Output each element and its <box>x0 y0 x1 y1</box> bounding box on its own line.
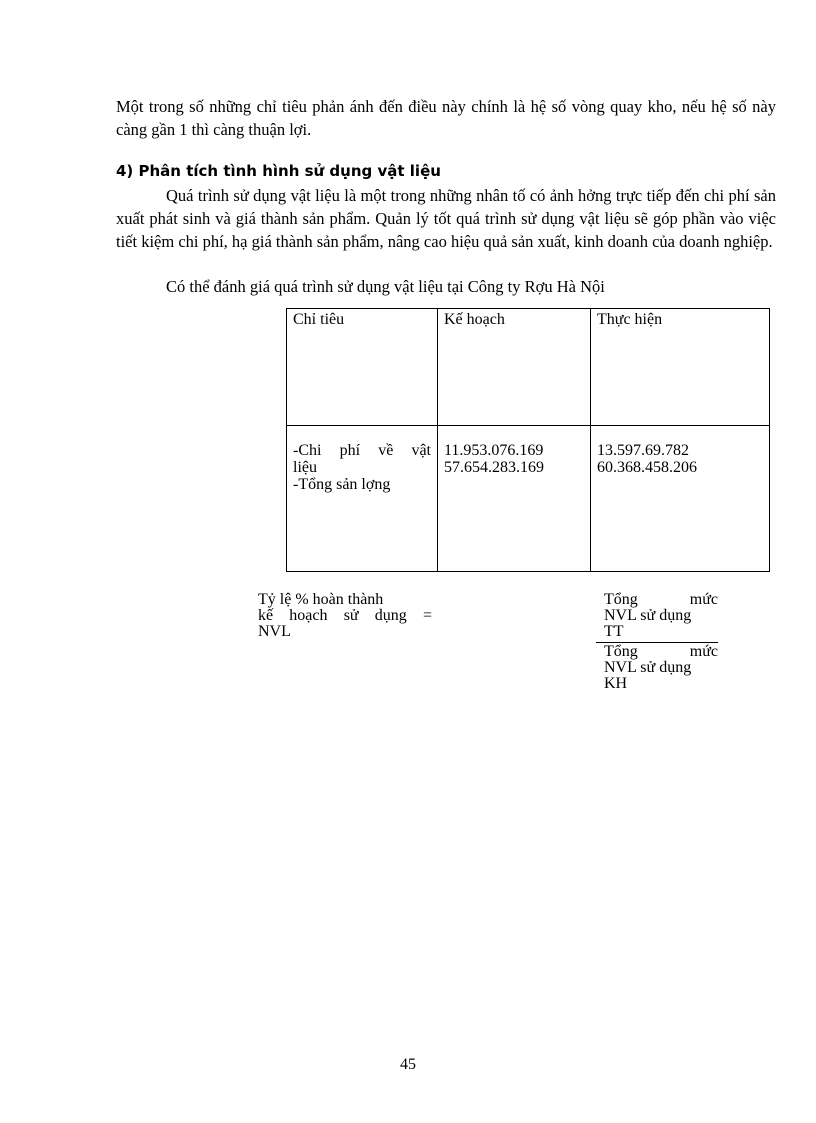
lead-paragraph: Có thể đánh giá quá trình sử dụng vật liệu tại Công ty Rợu Hà Nội <box>166 277 605 296</box>
header-actual: Thực hiện <box>591 309 770 426</box>
denominator-line1: Tổng mức <box>604 643 718 660</box>
page-number: 45 <box>400 1056 416 1073</box>
plan-cost-value: 11.953.076.169 <box>444 442 544 459</box>
fraction-denominator <box>596 643 718 692</box>
fraction-numerator <box>596 592 718 640</box>
formula-label <box>258 592 432 640</box>
header-indicator: Chỉ tiêu <box>287 309 438 426</box>
denominator-line3: KH <box>604 675 628 692</box>
actual-cost-value: 13.597.69.782 <box>597 442 689 459</box>
row-label-output: -Tổng sản lợng <box>293 476 391 493</box>
material-usage-table <box>286 308 770 572</box>
numerator-line1: Tổng mức <box>604 591 718 608</box>
row-label-cost-cont: liệu <box>293 459 317 476</box>
main-paragraph: Quá trình sử dụng vật liệu là một trong những nhân tố có ảnh hởng trực tiếp đến chi phí sản xuất phát sinh và giá thành sản phẩm. Quản lý tốt quá trình sử dụng vật liệu sẽ góp phần vào việc tiết kiệm chi phí, hạ giá thành sản phẩm, nâng cao hiệu quả sản xuất, kinh doanh của doanh nghiệp. <box>116 186 776 251</box>
plan-output-value: 57.654.283.169 <box>444 459 544 476</box>
denominator-line2: NVL sử dụng <box>604 659 692 676</box>
formula-fraction <box>596 592 718 692</box>
row-actual-cell <box>591 426 770 572</box>
header-plan: Kế hoạch <box>438 309 591 426</box>
numerator-line2: NVL sử dụng <box>604 607 692 624</box>
section-heading: 4) Phân tích tình hình sử dụng vật liệu <box>116 162 441 180</box>
row-label-cell <box>287 426 438 572</box>
formula-label-line1: Tỷ lệ % hoàn thành <box>258 591 384 608</box>
numerator-line3: TT <box>604 623 624 640</box>
intro-paragraph: Một trong số những chỉ tiêu phản ánh đến điều này chính là hệ số vòng quay kho, nếu hệ số này càng gần 1 thì càng thuận lợi. <box>116 97 776 139</box>
formula-label-line2: kế hoạch sử dụng = <box>258 607 432 624</box>
formula-label-line3: NVL <box>258 623 291 640</box>
table-row <box>287 426 770 572</box>
row-label-cost: -Chi phí về vật <box>293 442 431 459</box>
table-header-row <box>287 309 770 426</box>
row-plan-cell <box>438 426 591 572</box>
actual-output-value: 60.368.458.206 <box>597 459 697 476</box>
